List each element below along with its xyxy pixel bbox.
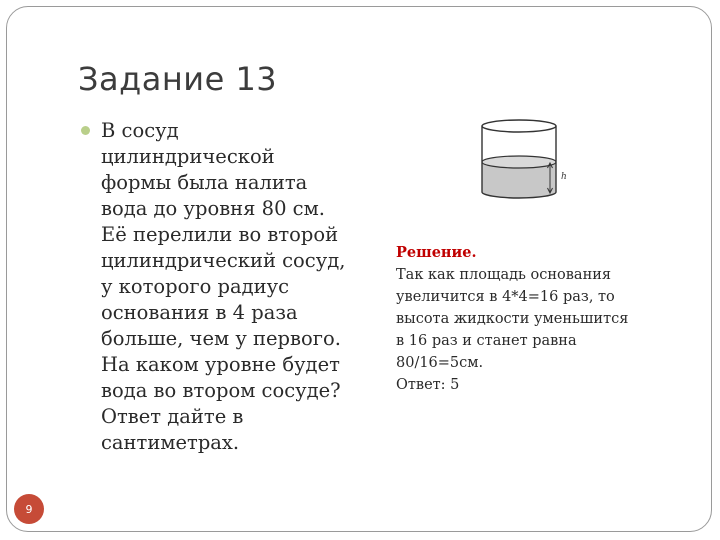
problem-line: Ответ дайте в bbox=[101, 405, 244, 428]
problem-line: цилиндрической bbox=[101, 145, 275, 168]
slide-title: Задание 13 bbox=[78, 60, 278, 98]
solution-line: 80/16=5см. bbox=[396, 355, 484, 371]
water-surface bbox=[482, 156, 556, 168]
problem-line: цилиндрический сосуд, bbox=[101, 249, 346, 272]
problem-line: больше, чем у первого. bbox=[101, 327, 341, 350]
solution-line: увеличится в 4*4=16 раз, то bbox=[396, 289, 615, 305]
solution-line: Так как площадь основания bbox=[396, 267, 612, 283]
solution-line: Ответ: 5 bbox=[396, 377, 460, 393]
bullet-dot bbox=[81, 126, 90, 135]
height-label: h bbox=[561, 172, 567, 182]
problem-line: вода до уровня 80 см. bbox=[101, 197, 325, 220]
solution-line: в 16 раз и станет равна bbox=[396, 333, 577, 349]
solution-line: высота жидкости уменьшится bbox=[396, 311, 629, 327]
problem-text bbox=[101, 118, 363, 456]
cylinder-top-rim bbox=[482, 120, 556, 132]
cylinder-figure bbox=[472, 116, 572, 208]
problem-line: вода во втором сосуде? bbox=[101, 379, 341, 402]
problem-line: На каком уровне будет bbox=[101, 353, 340, 376]
problem-line: сантиметрах. bbox=[101, 431, 240, 454]
problem-line: формы была налита bbox=[101, 171, 308, 194]
solution-heading: Решение. bbox=[396, 244, 477, 261]
problem-line: основания в 4 раза bbox=[101, 301, 298, 324]
solution-text bbox=[396, 242, 668, 396]
problem-line: у которого радиус bbox=[101, 275, 290, 298]
problem-line: Её перелили во второй bbox=[101, 223, 339, 246]
page-number-badge: 9 bbox=[14, 494, 44, 524]
problem-line: В сосуд bbox=[101, 119, 179, 142]
